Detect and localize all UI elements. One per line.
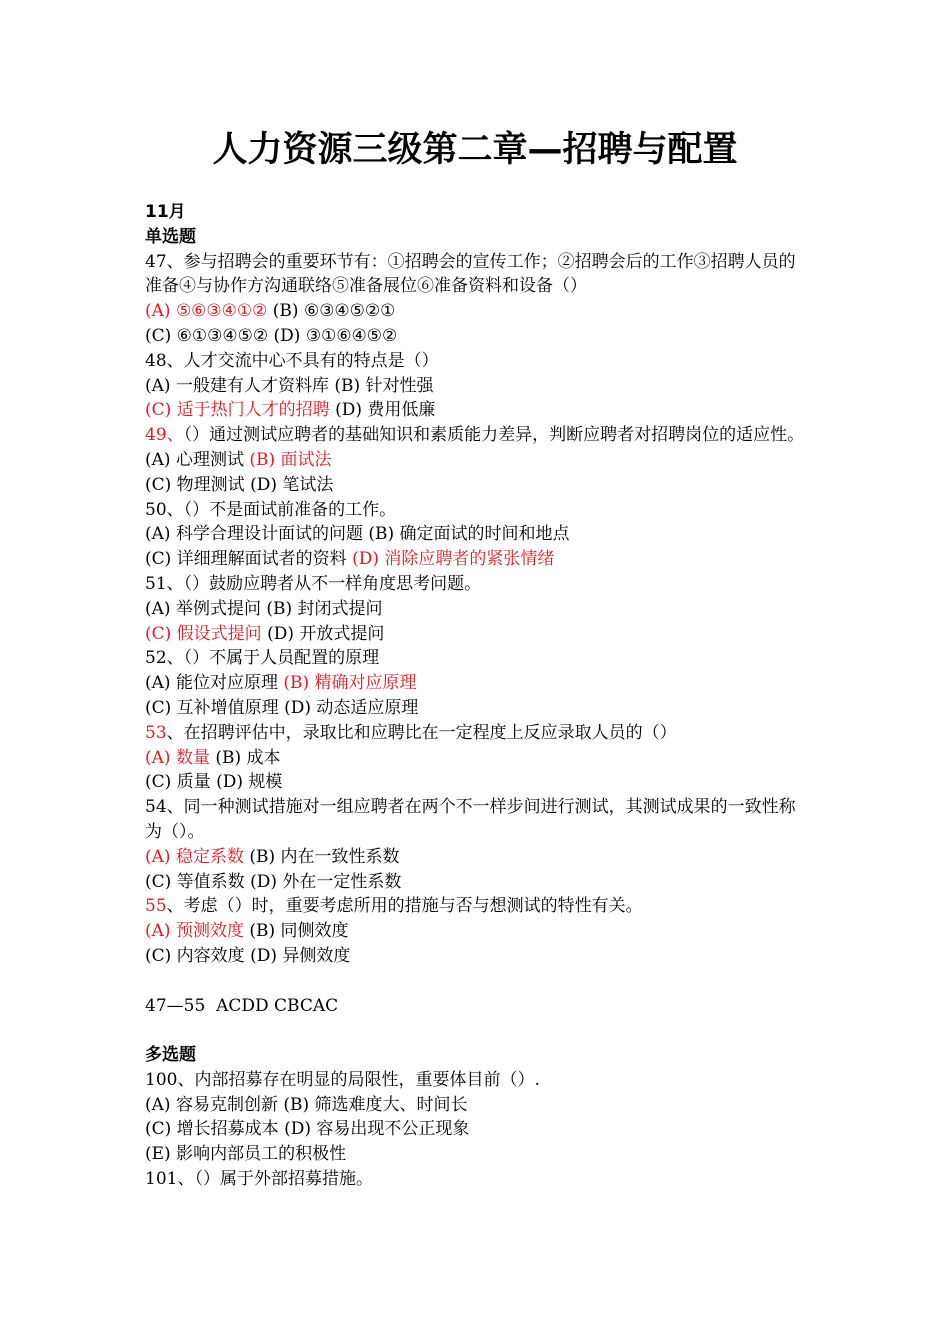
question-100-option-d: (D) 容易出现不公正现象 — [278, 1119, 470, 1140]
question-53-stem: 、在招聘评估中，录取比和应聘比在一定程度上反应录取人员的（） — [166, 722, 677, 743]
multi-choice-heading: 多选题 — [145, 1045, 196, 1066]
question-47-option-a: (A) ⑤⑥③④①② — [145, 301, 268, 322]
question-51-option-b: (B) 封闭式提问 — [260, 598, 383, 619]
question-52-option-b: (B) 精确对应原理 — [283, 673, 417, 694]
question-48-option-d: (D) 费用低廉 — [329, 400, 436, 421]
question-100-option-a: (A) 容易克制创新 — [145, 1094, 278, 1115]
question-54-stem: 54、同一种测试措施对一组应聘者在两个不一样步间进行测试，其测试成果的一致性称为（）。 — [145, 797, 796, 842]
question-55-option-c: (C) 内容效度 — [145, 945, 245, 966]
question-49-options-cd — [145, 473, 810, 498]
question-54-option-c: (C) 等值系数 — [145, 871, 245, 892]
question-55-option-d: (D) 异侧效度 — [244, 945, 351, 966]
question-50-option-b: (B) 确定面试的时间和地点 — [362, 524, 570, 545]
question-51-stem: 51、（）鼓励应聘者从不一样角度思考问题。 — [145, 573, 482, 594]
question-54-option-a: (A) 稳定系数 — [145, 846, 244, 867]
question-53-option-d: (D) 规模 — [210, 772, 283, 793]
question-53-option-c: (C) 质量 — [145, 772, 211, 793]
question-48-stem: 48、人才交流中心不具有的特点是（） — [145, 350, 439, 371]
question-51-options-cd — [145, 622, 810, 647]
question-55-option-b: (B) 同侧效度 — [243, 921, 349, 942]
question-55-options-cd — [145, 944, 810, 969]
question-48-options-ab — [145, 374, 810, 399]
question-50-options-ab — [145, 522, 810, 547]
question-49-options-ab — [145, 448, 810, 473]
question-100-option-b: (B) 筛选难度大、时间长 — [277, 1094, 468, 1115]
question-49-option-d: (D) 笔试法 — [244, 474, 334, 495]
question-100-options-ab — [145, 1093, 810, 1118]
question-51-option-d: (D) 开放式提问 — [261, 623, 385, 644]
question-55-options-ab — [145, 919, 810, 944]
question-54-option-b: (B) 内在一致性系数 — [243, 846, 400, 867]
question-50-option-d: (D) 消除应聘者的紧张情绪 — [352, 549, 555, 570]
question-48-option-c: (C) 适于热门人才的招聘 — [145, 400, 330, 421]
question-50-stem: 50、（）不是面试前准备的工作。 — [145, 499, 397, 520]
question-48-option-a: (A) 一般建有人才资料库 — [145, 375, 329, 396]
spacer — [145, 969, 810, 994]
question-55-number: 55 — [145, 896, 167, 917]
question-48-options-cd — [145, 398, 810, 423]
question-55-stem-block — [145, 894, 810, 919]
question-53-number: 53 — [145, 722, 167, 743]
page-title: 人力资源三级第二章—招聘与配置 — [212, 130, 738, 170]
question-50-options-cd — [145, 547, 810, 572]
question-47-stem: 47、参与招聘会的重要环节有：①招聘会的宣传工作；②招聘会后的工作③招聘人员的准备④与协作方沟通联络⑤准备展位⑥准备资料和设备（） — [145, 251, 796, 297]
spacer — [145, 1018, 810, 1043]
question-52-option-a: (A) 能位对应原理 — [145, 673, 284, 694]
question-53-options-ab — [145, 746, 810, 771]
document-body — [145, 200, 810, 1192]
question-51-option-a: (A) 举例式提问 — [145, 598, 261, 619]
question-53-options-cd — [145, 770, 810, 795]
question-49-stem-block — [145, 423, 810, 448]
question-50-option-c: (C) 详细理解面试者的资料 — [145, 549, 353, 570]
question-52-option-d: (D) 动态适应原理 — [278, 697, 419, 718]
question-47-option-b: (B) ⑥③④⑤②① — [267, 301, 396, 322]
question-52-options-cd — [145, 696, 810, 721]
question-52-options-ab — [145, 671, 810, 696]
question-51-option-c: (C) 假设式提问 — [145, 623, 262, 644]
question-100-option-c: (C) 增长招募成本 — [145, 1119, 279, 1140]
question-47-option-c: (C) ⑥①③④⑤② — [145, 325, 269, 346]
question-53-option-a: (A) 数量 — [145, 747, 210, 768]
answer-key: 47—55 ACDD CBCAC — [145, 995, 339, 1016]
question-52-stem: 52、（）不属于人员配置的原理 — [145, 648, 380, 669]
question-47-options-cd — [145, 324, 810, 349]
question-47-options-ab — [145, 299, 810, 324]
question-49-stem: （）通过测试应聘者的基础知识和素质能力差异，判断应聘者对招聘岗位的适应性。 — [183, 425, 805, 446]
question-47-option-d: (D) ③①⑥④⑤② — [268, 325, 398, 346]
question-53-stem-block — [145, 721, 810, 746]
question-53-option-b: (B) 成本 — [209, 747, 281, 768]
question-50-option-a: (A) 科学合理设计面试的问题 — [145, 524, 363, 545]
question-54-options-ab — [145, 845, 810, 870]
month-label: 11月 — [145, 202, 186, 222]
question-49-option-c: (C) 物理测试 — [145, 474, 245, 495]
question-100-options-cd — [145, 1117, 810, 1142]
question-55-stem: 、考虑（）时，重要考虑所用的措施与否与想测试的特性有关。 — [166, 896, 643, 917]
question-54-option-d: (D) 外在一定性系数 — [244, 871, 402, 892]
question-55-option-a: (A) 预测效度 — [145, 921, 244, 942]
question-51-options-ab — [145, 597, 810, 622]
single-choice-heading: 单选题 — [145, 226, 196, 247]
question-52-option-c: (C) 互补增值原理 — [145, 697, 279, 718]
question-48-option-b: (B) 针对性强 — [328, 375, 434, 396]
question-54-options-cd — [145, 870, 810, 895]
question-49-option-a: (A) 心理测试 — [145, 449, 250, 470]
question-100-stem: 100、内部招募存在明显的局限性，重要体目前（）. — [145, 1069, 540, 1090]
question-49-option-b: (B) 面试法 — [249, 449, 332, 470]
question-100-option-e: (E) 影响内部员工的积极性 — [145, 1144, 347, 1165]
question-101-stem: 101、（）属于外部招募措施。 — [145, 1169, 373, 1190]
question-49-number: 49、 — [145, 425, 184, 446]
